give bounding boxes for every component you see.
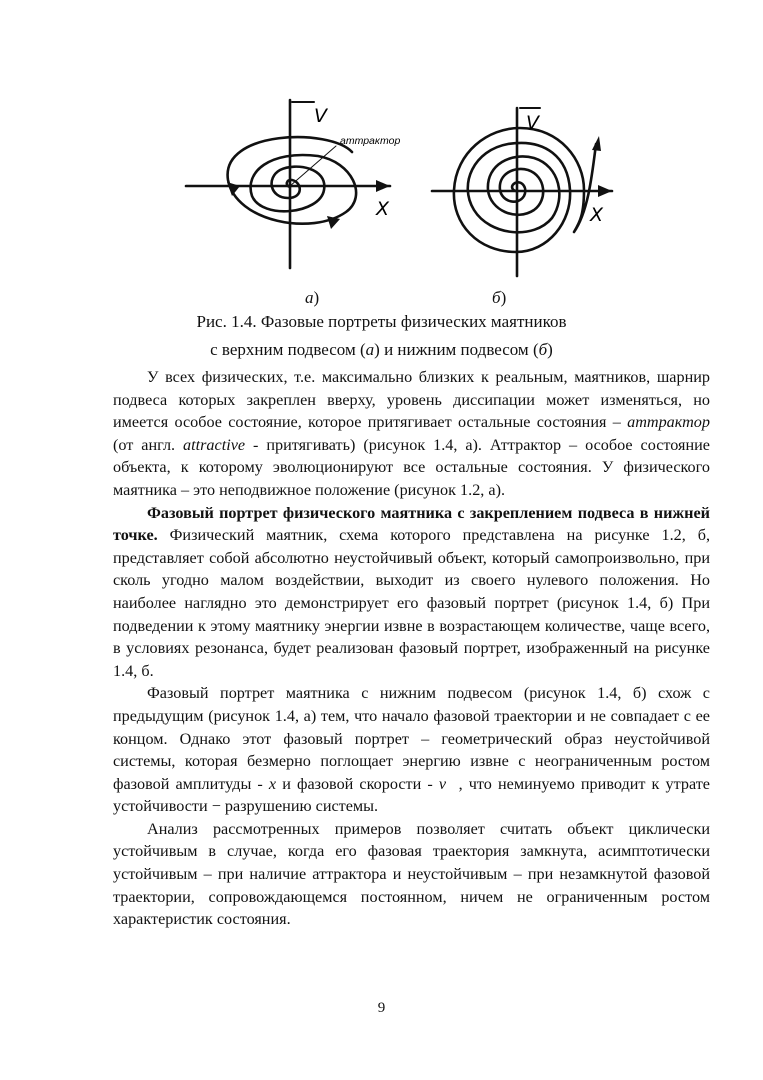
figure-caption-line2: с верхним подвесом (а) и нижним подвесом (б): [210, 340, 553, 359]
figure-caption-line1: Рис. 1.4. Фазовые портреты физических маятников: [196, 312, 567, 331]
sublabel-b: б): [492, 288, 507, 307]
attractor-label: аттрактор: [340, 135, 401, 147]
phase-portraits-diagram: [0, 0, 763, 300]
page-number: 9: [377, 1000, 386, 1016]
portrait-b: [432, 108, 612, 276]
spiral-a: [228, 137, 357, 224]
figure-1-4: [0, 0, 763, 307]
paragraph-3: Фазовый портрет маятника с нижним подвесом (рисунок 1.4, б) схож с предыдущим (рисунок 1.4, а) тем, что начало фазовой траектории и не совпадает с ее концом. Однако этот фазовый портрет – геометрический образ неустойчивой системы, которая безмерно поглощает энергию извне с неограниченным ростом фазовой амплитуды - x и фазовой скорости - v⃗, что неминуемо приводит к утрате устойчивости − разрушению системы.: [113, 684, 710, 816]
x-label-b: X: [590, 204, 604, 226]
x-arrowhead-b: [598, 185, 612, 197]
body-text: [113, 366, 710, 931]
spiral-arrow-b: [592, 136, 601, 151]
x-arrowhead-a: [376, 180, 390, 192]
v-label-a: V: [314, 105, 327, 127]
paragraph-2: Фазовый портрет физического маятника с закреплением подвеса в нижней точке. Физический маятник, схема которого представлена на рисунке 1.2, б, представляет собой абсолютно неустойчивый объект, который самопроизвольно, при сколь угодно малом воздействии, выходит из своего нулевого положения. Но наиболее наглядно это демонстрирует его фазовый портрет (рисунок 1.4, б) При подведении к этому маятнику энергии извне в возрастающем количестве, чаще всего, в условиях резонанса, будет реализован фазовый портрет, изображенный на рисунке 1.4, б.: [113, 503, 710, 680]
sublabel-a: а): [305, 288, 320, 307]
v-label-b: V: [526, 112, 539, 134]
x-label-a: X: [376, 198, 390, 220]
spiral-arrow-a1: [227, 182, 240, 196]
portrait-a: [186, 100, 390, 268]
paragraph-4: Анализ рассмотренных примеров позволяет считать объект циклически устойчивым в случае, когда его фазовая траектория замкнута, асимптотически устойчивым – при наличие аттрактора и неустойчивым – при незамкнутой фазовой траектории, сопровождающемся постоянном, ничем не ограниченным ростом характеристик состояния.: [113, 819, 710, 929]
paragraph-1: У всех физических, т.е. максимально близких к реальным, маятников, шарнир подвеса которых закреплен вверху, уровень диссипации может изменяться, но имеется особое состояние, которое притягивает остальные состояния – аттрактор (от англ. attractive - притягивать) (рисунок 1.4, а). Аттрактор – особое состояние объекта, к которому эволюционируют все остальные состояния. У физического маятника – это неподвижное положение (рисунок 1.2, а).: [113, 368, 710, 499]
